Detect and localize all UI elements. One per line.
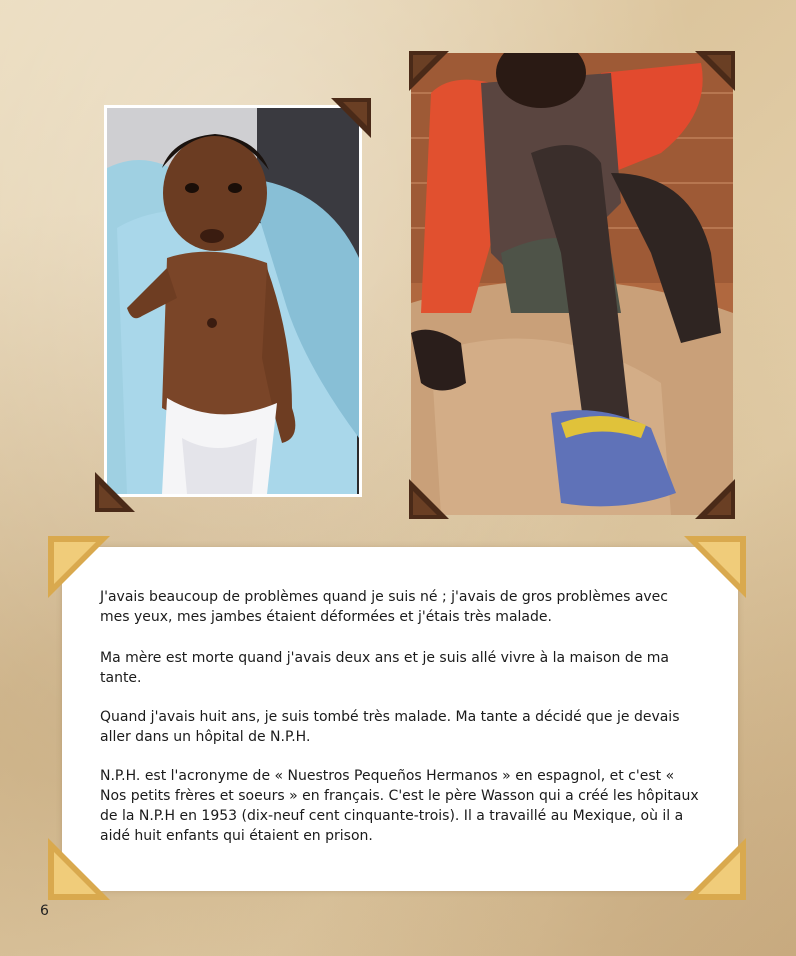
photo-corner-bottom-left-icon xyxy=(409,479,449,519)
paragraph-4: N.P.H. est l'acronyme de « Nuestros Pequeños Hermanos » en espagnol, et c'est « Nos petits frères et soeurs » en français. C'est le père Wasson qui a créé les hôpitaux de la N.P.H en 1953 (dix-neuf cent cinquante-trois). Il a travaillé au Mexique, où il a aidé huit enfants qui étaient en prison. xyxy=(100,768,699,844)
textbox-corner-bottom-left-icon xyxy=(48,838,110,900)
photo-baby-image xyxy=(107,108,359,494)
photo-boy-image xyxy=(411,53,733,515)
photo-corner-top-right-icon xyxy=(695,51,735,91)
story-text-box xyxy=(62,547,738,891)
photo-boy xyxy=(411,53,733,515)
photo-baby xyxy=(104,105,362,497)
photo-corner-bottom-right-icon xyxy=(695,479,735,519)
paragraph-1: J'avais beaucoup de problèmes quand je suis né ; j'avais de gros problèmes avec mes yeux, mes jambes étaient déformées et j'étais très malade. xyxy=(100,589,668,625)
paragraph-3: Quand j'avais huit ans, je suis tombé très malade. Ma tante a décidé que je devais aller dans un hôpital de N.P.H. xyxy=(100,709,680,745)
paragraph-2: Ma mère est morte quand j'avais deux ans et je suis allé vivre à la maison de ma tante. xyxy=(100,650,670,686)
textbox-corner-bottom-right-icon xyxy=(684,838,746,900)
photo-corner-top-left-icon xyxy=(409,51,449,91)
textbox-corner-top-right-icon xyxy=(684,536,746,598)
photo-corner-bottom-left-icon xyxy=(95,472,135,512)
photo-corner-top-right-icon xyxy=(331,98,371,138)
page-number: 6 xyxy=(40,903,49,919)
textbox-corner-top-left-icon xyxy=(48,536,110,598)
